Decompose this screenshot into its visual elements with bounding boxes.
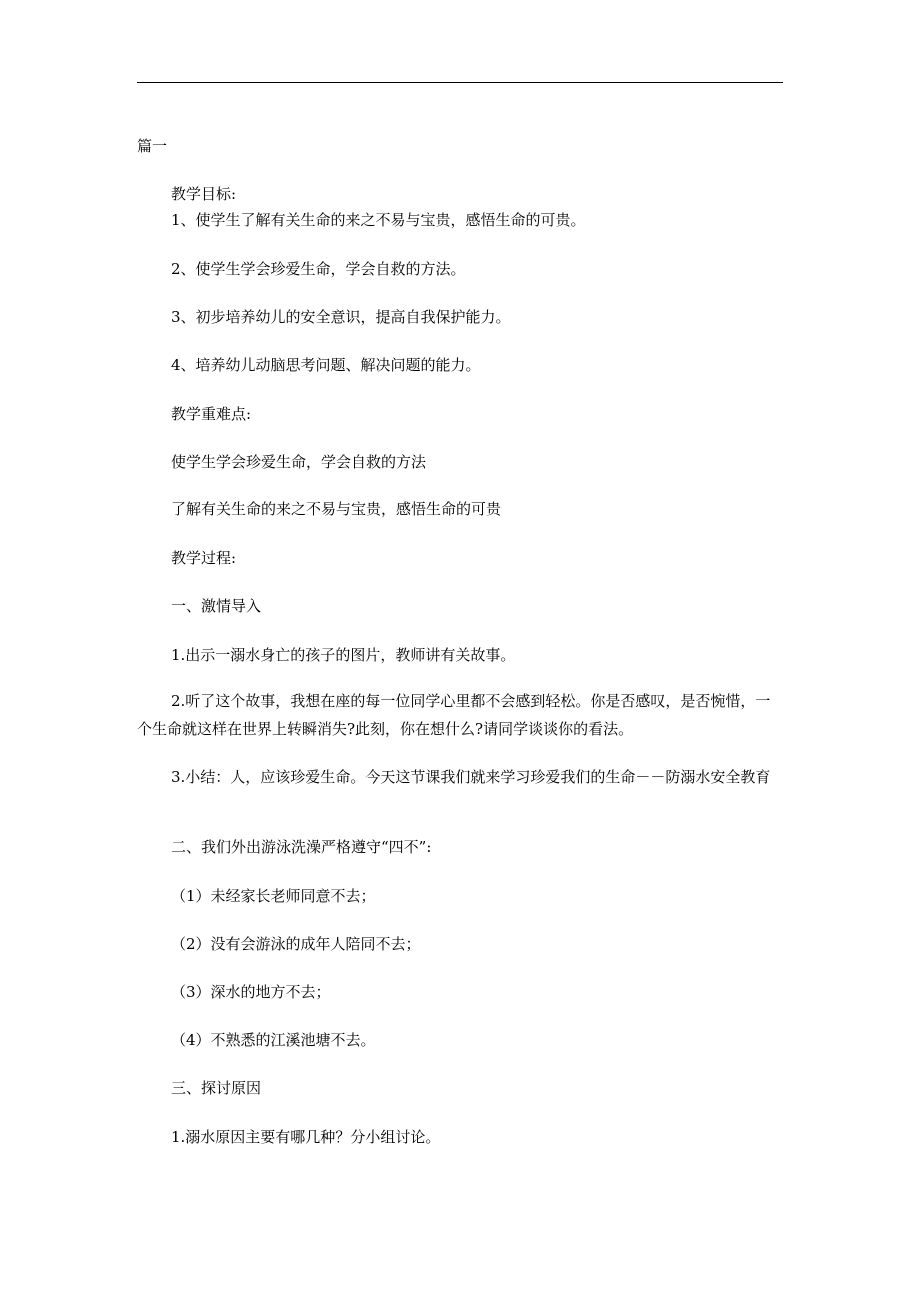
objectives-heading: 教学目标: xyxy=(171,185,237,203)
part1-item: 1.出示一溺水身亡的孩子的图片，教师讲有关故事。 xyxy=(171,646,516,664)
key-point-item: 了解有关生命的来之不易与宝贵，感悟生命的可贵 xyxy=(171,500,502,518)
part2-item: （4）不熟悉的江溪池塘不去。 xyxy=(171,1031,376,1049)
part3-item: 1.溺水原因主要有哪几种？分小组讨论。 xyxy=(171,1128,441,1146)
objective-item: 3、初步培养幼儿的安全意识，提高自我保护能力。 xyxy=(171,308,511,326)
objective-item: 4、培养幼儿动脑思考问题、解决问题的能力。 xyxy=(171,356,481,374)
section-title: 篇一 xyxy=(137,137,168,155)
key-points-heading: 教学重难点: xyxy=(171,405,252,423)
part3-heading: 三、探讨原因 xyxy=(171,1079,262,1097)
part2-item: （2）没有会游泳的成年人陪同不去； xyxy=(171,935,421,953)
objective-item: 2、使学生学会珍爱生命，学会自救的方法。 xyxy=(171,260,466,278)
header-rule xyxy=(137,82,783,83)
part1-heading: 一、激情导入 xyxy=(171,597,262,615)
part2-item: （3）深水的地方不去； xyxy=(171,983,331,1001)
part2-item: （1）未经家长老师同意不去； xyxy=(171,887,376,905)
key-point-item: 使学生学会珍爱生命，学会自救的方法 xyxy=(171,453,427,471)
part1-paragraph: 3.小结：人，应该珍爱生命。今天这节课我们就来学习珍爱我们的生命－－防溺水安全教育 xyxy=(171,768,771,786)
process-heading: 教学过程: xyxy=(171,549,237,567)
part2-heading: 二、我们外出游泳洗澡严格遵守“四不”: xyxy=(171,838,432,856)
objective-item: 1、使学生了解有关生命的来之不易与宝贵，感悟生命的可贵。 xyxy=(171,211,586,229)
part1-paragraph: 2.听了这个故事，我想在座的每一位同学心里都不会感到轻松。你是否感叹，是否惋惜，一个生命就这样在世界上转瞬消失?此刻，你在想什么?请同学谈谈你的看法。 xyxy=(137,692,771,738)
